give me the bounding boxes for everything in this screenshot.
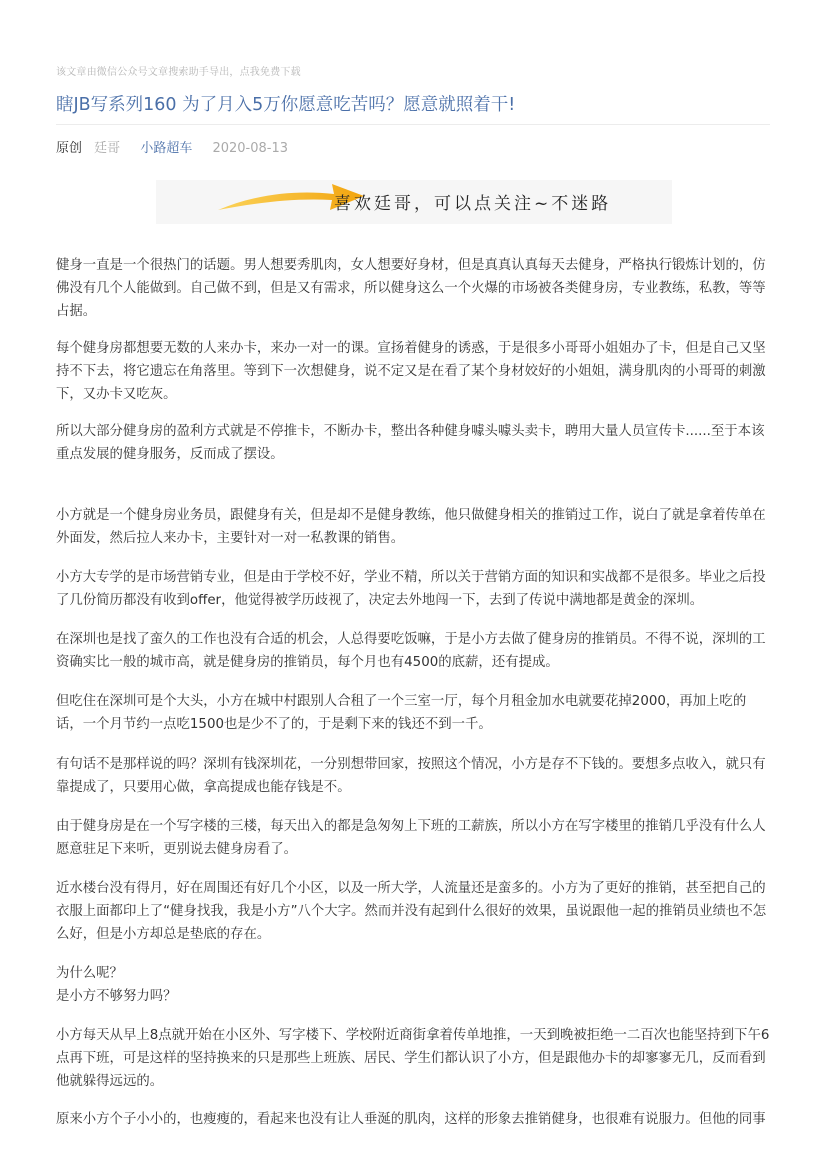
paragraph-9: 由于健身房是在一个写字楼的三楼，每天出入的都是急匆匆上下班的工薪族，所以小方在写字楼里的推销几乎没有什么人愿意驻足下来听，更别说去健身房看了。 [56, 819, 766, 857]
question-line-2: 是小方不够努力吗？ [56, 989, 177, 1004]
author-name: 廷哥 [94, 141, 121, 156]
paragraph-1: 健身一直是一个很热门的话题。男人想要秀肌肉，女人想要好身材，但是真真认真每天去健身，严格执行锻炼计划的，仿佛没有几个人能做到。自己做不到，但是又有需求，所以健身这么一个火爆的市场被各类健身房，专业教练，私教，等等占据。 [56, 258, 766, 319]
paragraph-8: 有句话不是那样说的吗？深圳有钱深圳花，一分别想带回家，按照这个情况，小方是存不下钱的。要想多点收入，就只有靠提成了，只要用心做，拿高提成也能存钱是不。 [56, 757, 766, 795]
paragraph-2: 每个健身房都想要无数的人来办卡，来办一对一的课。宣扬着健身的诱惑，于是很多小哥哥小姐姐办了卡，但是自己又坚持不下去，将它遗忘在角落里。等到下一次想健身，说不定又是在看了某个身材姣好的小姐姐，满身肌肉的小哥哥的刺激下，又办卡又吃灰。 [56, 341, 766, 402]
publish-date: 2020-08-13 [212, 141, 289, 156]
title-divider [56, 124, 770, 125]
follow-banner [156, 180, 672, 224]
paragraph-3: 所以大部分健身房的盈利方式就是不停推卡，不断办卡，整出各种健身噱头噱头卖卡，聘用大量人员宣传卡......至于本该重点发展的健身服务，反而成了摆设。 [56, 424, 765, 462]
paragraph-5: 小方大专学的是市场营销专业，但是由于学校不好，学业不精，所以关于营销方面的知识和实战都不是很多。毕业之后投了几份简历都没有收到offer，他觉得被学历歧视了，决定去外地闯一下，去到了传说中满地都是黄金的深圳。 [56, 570, 766, 608]
banner-text: 喜欢廷哥，可以点关注~不迷路 [334, 194, 612, 214]
paragraph-10: 近水楼台没有得月，好在周围还有好几个小区，以及一所大学，人流量还是蛮多的。小方为了更好的推销，甚至把自己的衣服上面都印上了“健身找我，我是小方”八个大字。然而并没有起到什么很好的效果，虽说跟他一起的推销员业绩也不怎么好，但是小方却总是垫底的存在。 [56, 881, 767, 942]
paragraph-11: 小方每天从早上8点就开始在小区外、写字楼下、学校附近商街拿着传单地推，一天到晚被拒绝一二百次也能坚持到下午6点再下班，可是这样的坚持换来的只是那些上班族、居民、学生们都认识了小方，但是跟他办卡的却寥寥无几，反而看到他就躲得远远的。 [56, 1028, 770, 1089]
account-name-link[interactable]: 小路超车 [140, 141, 193, 156]
paragraph-12: 原来小方个子小小的，也瘦瘦的，看起来也没有让人垂涎的肌肉，这样的形象去推销健身，也很难有说服力。但他的同事 [56, 1112, 766, 1127]
article-title: 瞎JB写系列160 为了月入5万你愿意吃苦吗？愿意就照着干! [56, 95, 516, 115]
export-notice-link[interactable]: 该文章由微信公众号文章搜索助手导出，点我免费下载 [56, 67, 301, 78]
paragraph-7: 但吃住在深圳可是个大头，小方在城中村跟别人合租了一个三室一厅，每个月租金加水电就要花掉2000，再加上吃的话，一个月节约一点吃1500也是少不了的，于是剩下来的钱还不到一千。 [56, 694, 747, 732]
article-meta [56, 140, 298, 158]
question-line-1: 为什么呢？ [56, 966, 123, 981]
paragraph-6: 在深圳也是找了蛮久的工作也没有合适的机会，人总得要吃饭嘛，于是小方去做了健身房的推销员。不得不说，深圳的工资确实比一般的城市高，就是健身房的推销员，每个月也有4500的底薪，还有提成。 [56, 632, 766, 670]
paragraph-4: 小方就是一个健身房业务员，跟健身有关，但是却不是健身教练，他只做健身相关的推销过工作，说白了就是拿着传单在外面发，然后拉人来办卡，主要针对一对一私教课的销售。 [56, 508, 766, 546]
original-label: 原创 [56, 141, 83, 156]
